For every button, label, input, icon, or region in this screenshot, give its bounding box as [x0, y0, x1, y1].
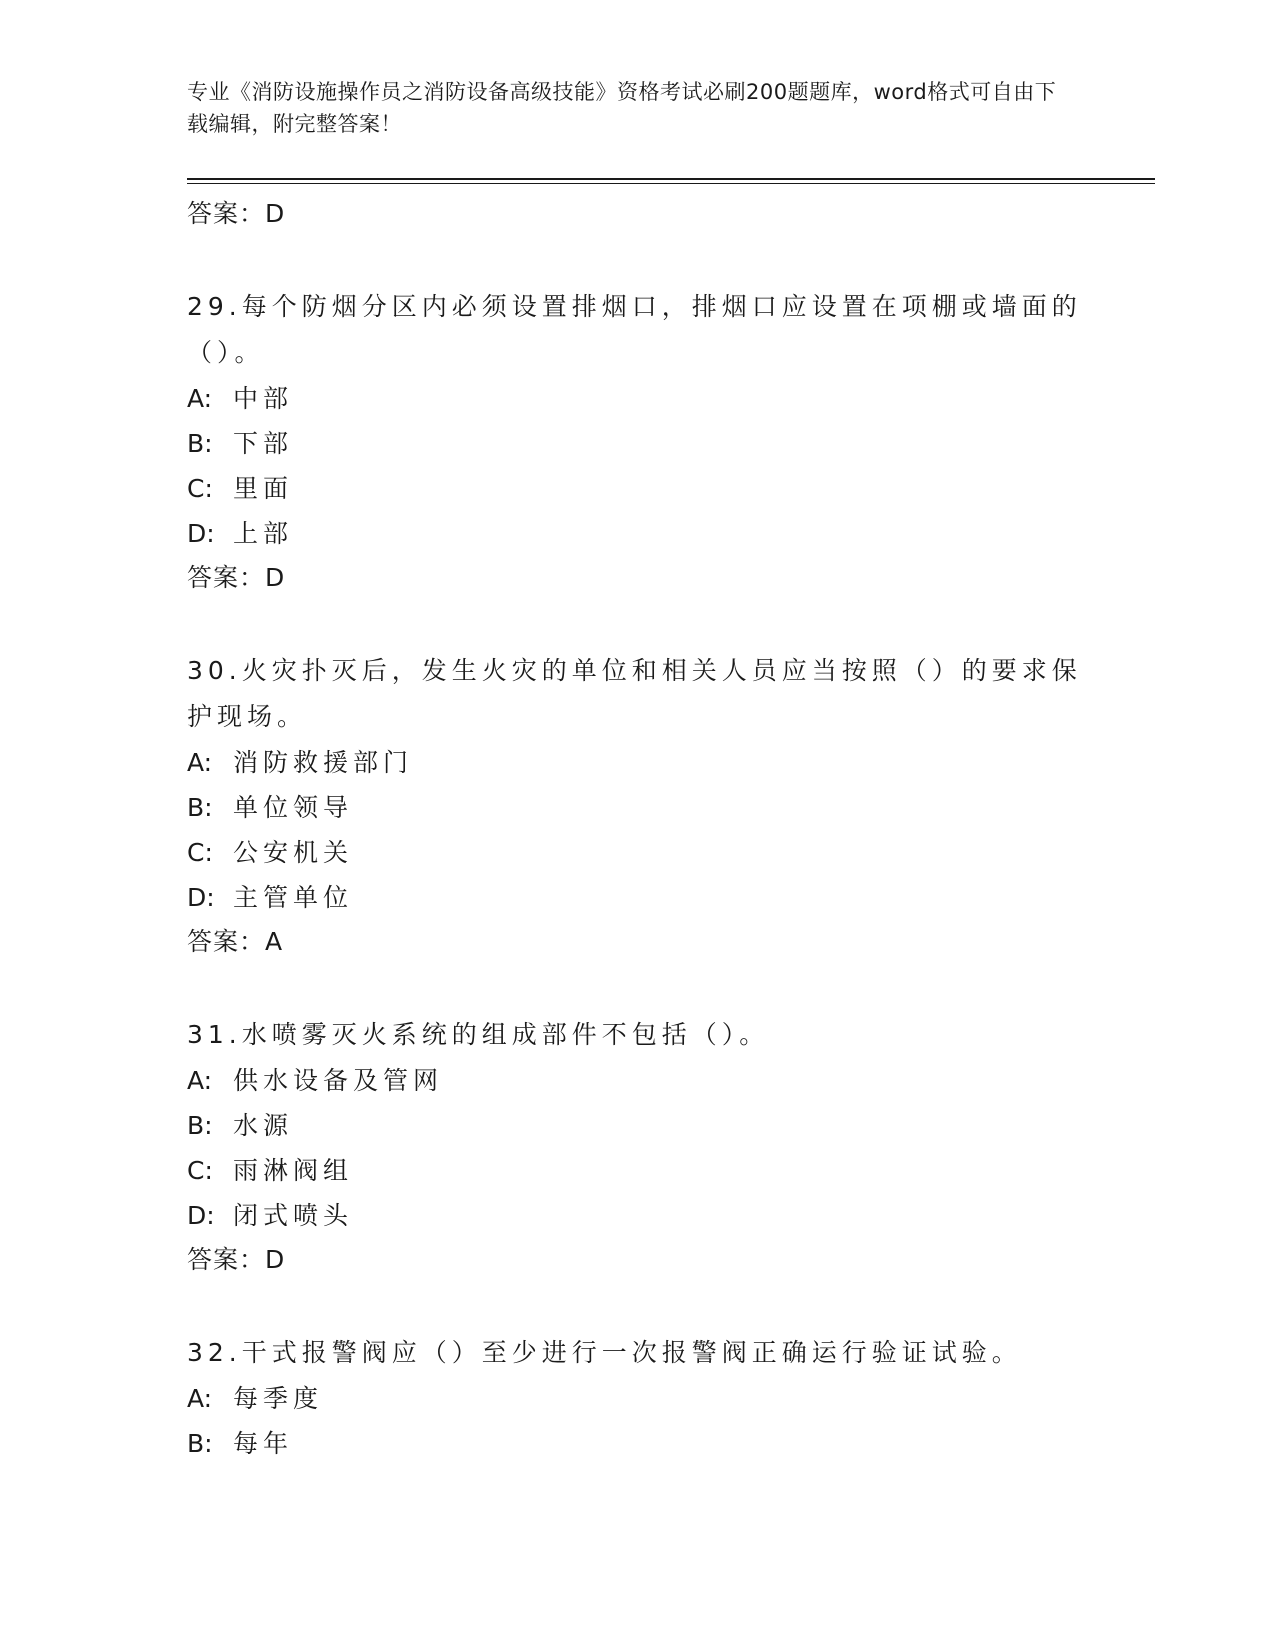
- answer-line: 答案：D: [187, 1245, 286, 1274]
- option-c: [187, 830, 1087, 875]
- option-a: [187, 740, 1087, 785]
- option-text: 公安机关: [233, 838, 354, 867]
- answer-line: 答案：D: [187, 563, 286, 592]
- option-letter: D:: [187, 1201, 215, 1230]
- option-c: [187, 1148, 1087, 1193]
- option-letter: B:: [187, 1111, 213, 1140]
- option-text: 里面: [233, 474, 294, 503]
- header-rule-thick: [187, 178, 1155, 180]
- option-text: 上部: [233, 519, 294, 548]
- document-body: [187, 192, 1087, 1466]
- option-letter: B:: [187, 793, 213, 822]
- option-letter: C:: [187, 1156, 213, 1185]
- option-letter: D:: [187, 883, 215, 912]
- option-text: 单位领导: [233, 793, 354, 822]
- option-d: [187, 1193, 1087, 1238]
- option-d: [187, 511, 1087, 556]
- option-c: [187, 466, 1087, 511]
- option-text: 供水设备及管网: [233, 1066, 444, 1095]
- option-letter: A:: [187, 748, 213, 777]
- option-b: [187, 1421, 1087, 1466]
- option-letter: B:: [187, 429, 213, 458]
- option-letter: A:: [187, 1384, 213, 1413]
- header-rule-thin: [187, 183, 1155, 184]
- option-text: 下部: [233, 429, 294, 458]
- question-stem: 29.每个防烟分区内必须设置排烟口，排烟口应设置在项棚或墙面的（）。: [187, 292, 1082, 367]
- option-letter: B:: [187, 1429, 213, 1458]
- option-text: 每年: [233, 1429, 294, 1458]
- question-31: [187, 1012, 1087, 1282]
- document-header: 专业《消防设施操作员之消防设备高级技能》资格考试必刷200题题库，word格式可自由下载编辑，附完整答案！: [187, 80, 1057, 136]
- option-d: [187, 875, 1087, 920]
- option-text: 中部: [233, 384, 294, 413]
- option-letter: C:: [187, 838, 213, 867]
- option-b: [187, 421, 1087, 466]
- option-a: [187, 1058, 1087, 1103]
- question-stem: 30.火灾扑灭后，发生火灾的单位和相关人员应当按照（）的要求保护现场。: [187, 656, 1082, 731]
- question-30: [187, 648, 1087, 964]
- option-a: [187, 376, 1087, 421]
- question-29: [187, 284, 1087, 600]
- answer-line: 答案：D: [187, 199, 286, 228]
- question-stem: 32.干式报警阀应（）至少进行一次报警阀正确运行验证试验。: [187, 1338, 1022, 1367]
- option-a: [187, 1376, 1087, 1421]
- option-letter: A:: [187, 384, 213, 413]
- option-letter: C:: [187, 474, 213, 503]
- option-text: 闭式喷头: [233, 1201, 354, 1230]
- option-text: 水源: [233, 1111, 294, 1140]
- option-letter: A:: [187, 1066, 213, 1095]
- option-b: [187, 1103, 1087, 1148]
- question-32: [187, 1330, 1087, 1466]
- answer-line: 答案：A: [187, 927, 284, 956]
- option-letter: D:: [187, 519, 215, 548]
- option-b: [187, 785, 1087, 830]
- question-stem: 31.水喷雾灭火系统的组成部件不包括（）。: [187, 1020, 770, 1049]
- option-text: 雨淋阀组: [233, 1156, 354, 1185]
- option-text: 每季度: [233, 1384, 324, 1413]
- option-text: 主管单位: [233, 883, 354, 912]
- option-text: 消防救援部门: [233, 748, 414, 777]
